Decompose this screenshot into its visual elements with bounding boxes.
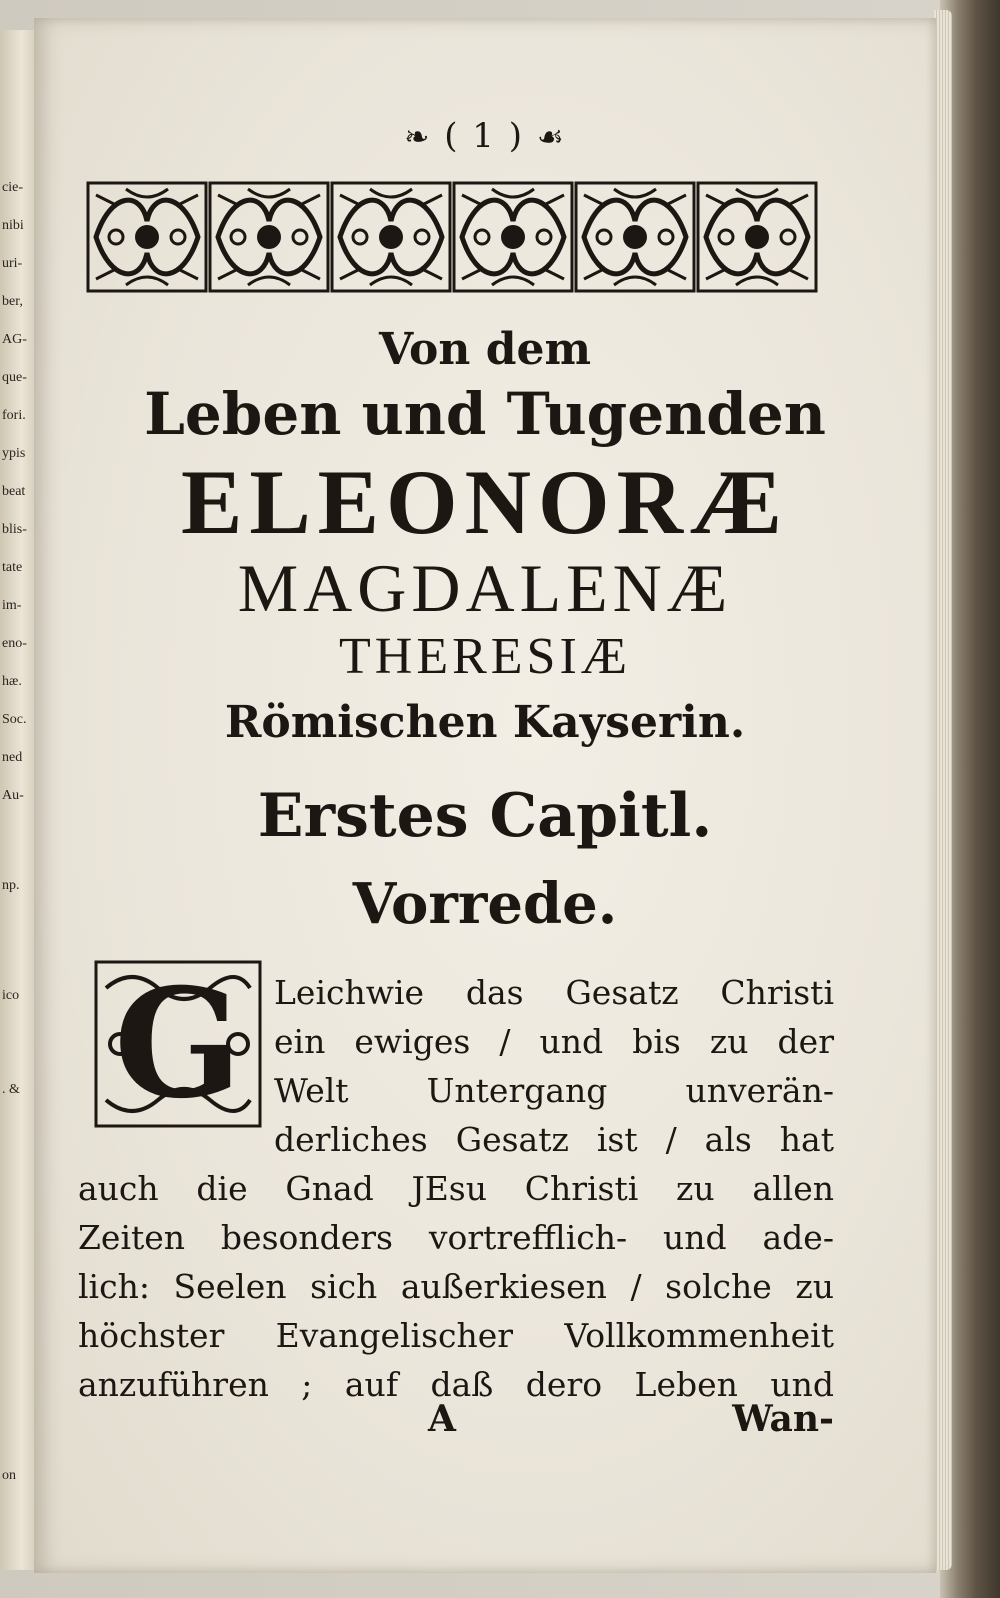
book-page xyxy=(34,18,936,1573)
prev-fragment: Au- xyxy=(2,788,24,803)
text-line: höchster Evangelischer Vollkommenheit xyxy=(78,1316,834,1355)
page-number: ( 1 ) xyxy=(444,116,524,156)
prev-fragment: que- xyxy=(2,370,27,385)
prev-fragment: . & xyxy=(2,1082,20,1097)
title-line-theresiae: THERESIÆ xyxy=(339,628,631,685)
title-block xyxy=(34,318,936,944)
text-line: auch die Gnad JEsu Christi zu allen xyxy=(78,1169,834,1208)
body-text xyxy=(78,968,834,1409)
chapter-heading: Erstes Capitl. xyxy=(257,781,713,851)
previous-page-edge xyxy=(0,30,38,1570)
prev-fragment: hæ. xyxy=(2,674,22,689)
signature-mark: A xyxy=(428,1398,456,1440)
prev-fragment: blis- xyxy=(2,522,27,537)
title-line-magdalenae: MAGDALENÆ xyxy=(237,550,733,626)
prev-fragment: fori. xyxy=(2,408,26,423)
prev-fragment: ico xyxy=(2,988,20,1003)
text-line: Zeiten besonders vortrefflich- und ade- xyxy=(78,1218,834,1257)
prev-fragment: im- xyxy=(2,598,22,613)
initial-letter: G xyxy=(113,956,243,1132)
prev-fragment: cie- xyxy=(2,180,23,195)
flourish-right-icon: ☙ xyxy=(536,120,566,155)
title-line-eleonorae: ELEONORÆ xyxy=(180,451,790,553)
prev-fragment: np. xyxy=(2,878,20,893)
text-line: anzuführen ; auf daß dero Leben und xyxy=(78,1365,834,1404)
text-line: lich: Seelen sich außerkiesen / solche zu xyxy=(78,1267,834,1306)
page-footer xyxy=(78,1398,834,1448)
text-line: Leichwie das Gesatz Christi xyxy=(274,973,834,1012)
prev-fragment: uri- xyxy=(2,256,23,271)
title-line-roemischen: Römischen Kayserin. xyxy=(224,697,746,748)
prev-fragment: nibi xyxy=(2,218,24,233)
prev-fragment: AG- xyxy=(2,332,27,347)
prev-fragment: Soc. xyxy=(2,712,27,727)
ornamental-border-icon xyxy=(86,181,822,293)
catchword: Wan- xyxy=(732,1398,834,1440)
prev-fragment: tate xyxy=(2,560,23,575)
text-line: derliches Gesatz ist / als hat xyxy=(274,1120,834,1159)
page-stack-edge xyxy=(934,10,952,1570)
title-line-von: Von dem xyxy=(378,324,592,375)
prev-fragment: ber, xyxy=(2,294,23,309)
prev-fragment: eno- xyxy=(2,636,27,651)
flourish-left-icon: ❧ xyxy=(404,120,432,155)
text-line: ein ewiges / und bis zu der xyxy=(274,1022,834,1061)
prev-fragment: ned xyxy=(2,750,23,765)
text-line: Welt Untergang unverän- xyxy=(274,1071,834,1110)
prev-fragment: beat xyxy=(2,484,26,499)
prev-fragment: on xyxy=(2,1468,16,1483)
chapter-subheading: Vorrede. xyxy=(352,871,618,937)
page-header xyxy=(34,116,936,156)
prev-fragment: ypis xyxy=(2,446,26,461)
title-line-leben: Leben und Tugenden xyxy=(144,380,826,448)
